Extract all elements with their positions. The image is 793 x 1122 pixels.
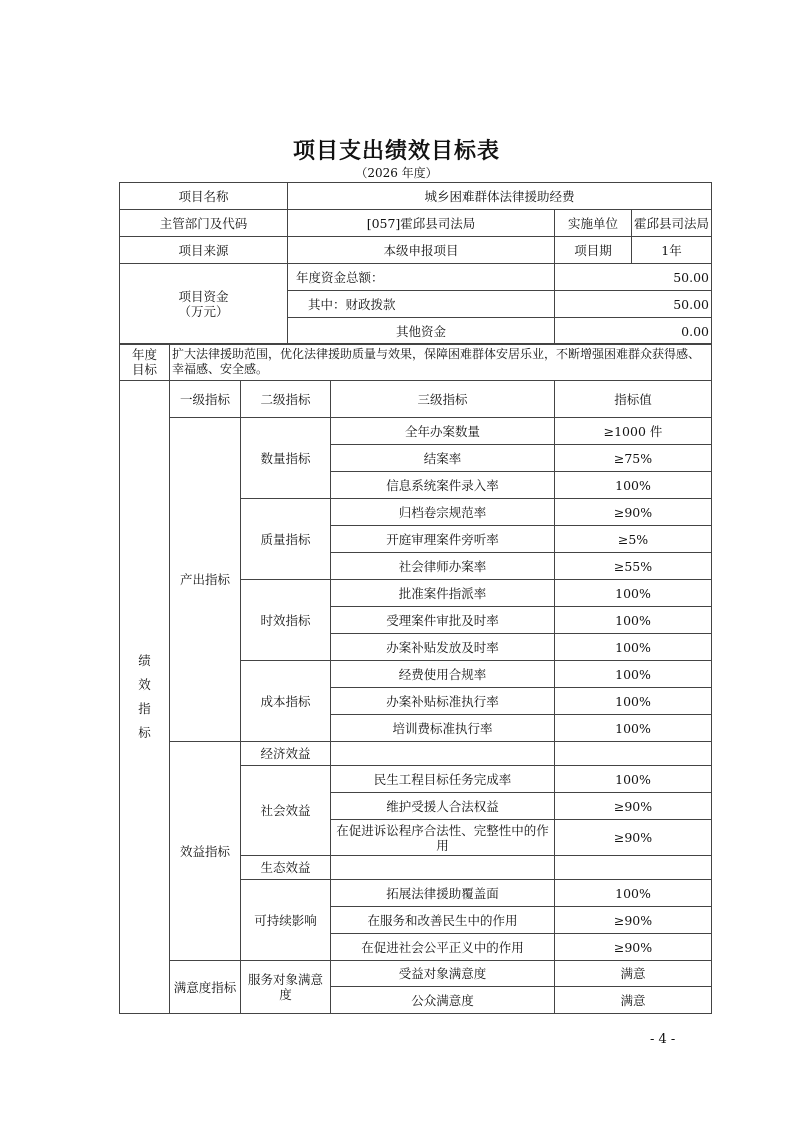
indicator-value: ≥90%: [555, 934, 712, 961]
fiscal-label: 其中：财政拨款: [288, 291, 555, 318]
level3-indicator: 办案补贴标准执行率: [331, 688, 555, 715]
indicator-value: 100%: [555, 880, 712, 907]
indicator-value: 100%: [555, 607, 712, 634]
indicator-value: ≥90%: [555, 907, 712, 934]
level2-indicator: 社会效益: [241, 766, 331, 856]
level3-indicator: 公众满意度: [331, 987, 555, 1014]
level3-indicator-empty: [331, 856, 555, 880]
level3-indicator: 信息系统案件录入率: [331, 472, 555, 499]
source-value: 本级申报项目: [288, 237, 555, 264]
total-value: 50.00: [555, 264, 712, 291]
level2-indicator: 可持续影响: [241, 880, 331, 961]
level3-indicator: 批准案件指派率: [331, 580, 555, 607]
indicator-value: 满意: [555, 987, 712, 1014]
column-header: 三级指标: [331, 381, 555, 418]
indicator-value-empty: [555, 742, 712, 766]
indicator-value: ≥55%: [555, 553, 712, 580]
other-label: 其他资金: [288, 318, 555, 345]
indicator-value: ≥90%: [555, 499, 712, 526]
level3-indicator: 受理案件审批及时率: [331, 607, 555, 634]
funds-label: [120, 264, 288, 345]
project-info-table: [119, 182, 712, 345]
level3-indicator: 在服务和改善民生中的作用: [331, 907, 555, 934]
page-title: 项目支出绩效目标表: [292, 138, 500, 164]
column-header: 一级指标: [170, 381, 241, 418]
fiscal-value: 50.00: [555, 291, 712, 318]
level3-indicator: 培训费标准执行率: [331, 715, 555, 742]
level3-indicator: 拓展法律援助覆盖面: [331, 880, 555, 907]
dept-label: 主管部门及代码: [120, 210, 288, 237]
level3-indicator: 全年办案数量: [331, 418, 555, 445]
level3-indicator: 社会律师办案率: [331, 553, 555, 580]
level1-indicator: 满意度指标: [170, 961, 241, 1014]
indicator-value: ≥1000 件: [555, 418, 712, 445]
level3-indicator: 受益对象满意度: [331, 961, 555, 987]
level3-indicator: 归档卷宗规范率: [331, 499, 555, 526]
indicator-table: [119, 380, 712, 1014]
level3-indicator-empty: [331, 742, 555, 766]
indicator-value: 100%: [555, 715, 712, 742]
indicator-value: 100%: [555, 634, 712, 661]
goal-label-2: 目标: [131, 362, 157, 377]
period-label: 项目期: [555, 237, 632, 264]
indicator-value: 100%: [555, 766, 712, 793]
total-label: 年度资金总额：: [288, 264, 555, 291]
level3-indicator: 在促进诉讼程序合法性、完整性中的作用: [331, 820, 555, 856]
level2-indicator: 经济效益: [241, 742, 331, 766]
period-value: 1年: [632, 237, 712, 264]
indicator-value: ≥75%: [555, 445, 712, 472]
level3-indicator: 民生工程目标任务完成率: [331, 766, 555, 793]
level2-indicator: 数量指标: [241, 418, 331, 499]
level1-indicator: 产出指标: [170, 418, 241, 742]
level3-indicator: 办案补贴发放及时率: [331, 634, 555, 661]
indicator-value: 100%: [555, 688, 712, 715]
level3-indicator: 经费使用合规率: [331, 661, 555, 688]
level3-indicator: 维护受援人合法权益: [331, 793, 555, 820]
indicator-value: 满意: [555, 961, 712, 987]
section-label-cell: [120, 381, 170, 1014]
column-header: 指标值: [555, 381, 712, 418]
indicator-value: ≥90%: [555, 820, 712, 856]
indicator-value: ≥5%: [555, 526, 712, 553]
column-header: 二级指标: [241, 381, 331, 418]
dept-value: [057]霍邱县司法局: [288, 210, 555, 237]
level2-indicator: 时效指标: [241, 580, 331, 661]
impl-label: 实施单位: [555, 210, 632, 237]
table-row: [120, 961, 712, 987]
project-name-label: 项目名称: [120, 183, 288, 210]
level2-indicator: 质量指标: [241, 499, 331, 580]
other-value: 0.00: [555, 318, 712, 345]
section-label: 绩效指标: [138, 653, 151, 740]
annual-goal-table: [119, 343, 712, 381]
funds-unit: （万元）: [178, 304, 229, 319]
goal-label: [120, 344, 170, 381]
level2-indicator: 服务对象满意度: [241, 961, 331, 1014]
table-row: [120, 418, 712, 445]
indicator-value-empty: [555, 856, 712, 880]
indicator-value: ≥90%: [555, 793, 712, 820]
source-label: 项目来源: [120, 237, 288, 264]
page-subtitle: （2026 年度）: [355, 166, 438, 180]
level3-indicator: 开庭审理案件旁听率: [331, 526, 555, 553]
table-header-row: [120, 381, 712, 418]
level1-indicator: 效益指标: [170, 742, 241, 961]
goal-label-1: 年度: [131, 347, 157, 362]
indicator-value: 100%: [555, 472, 712, 499]
level3-indicator: 结案率: [331, 445, 555, 472]
funds-label-text: 项目资金: [178, 289, 229, 304]
goal-text: 扩大法律援助范围，优化法律援助质量与效果，保障困难群体安居乐业，不断增强困难群众获得感、幸福感、安全感。: [170, 344, 712, 381]
impl-value: 霍邱县司法局: [632, 210, 712, 237]
table-row: [120, 742, 712, 766]
level3-indicator: 在促进社会公平正义中的作用: [331, 934, 555, 961]
indicator-value: 100%: [555, 661, 712, 688]
level2-indicator: 成本指标: [241, 661, 331, 742]
page-number: - 4 -: [650, 1032, 676, 1047]
indicator-value: 100%: [555, 580, 712, 607]
level2-indicator: 生态效益: [241, 856, 331, 880]
project-name-value: 城乡困难群体法律援助经费: [288, 183, 712, 210]
